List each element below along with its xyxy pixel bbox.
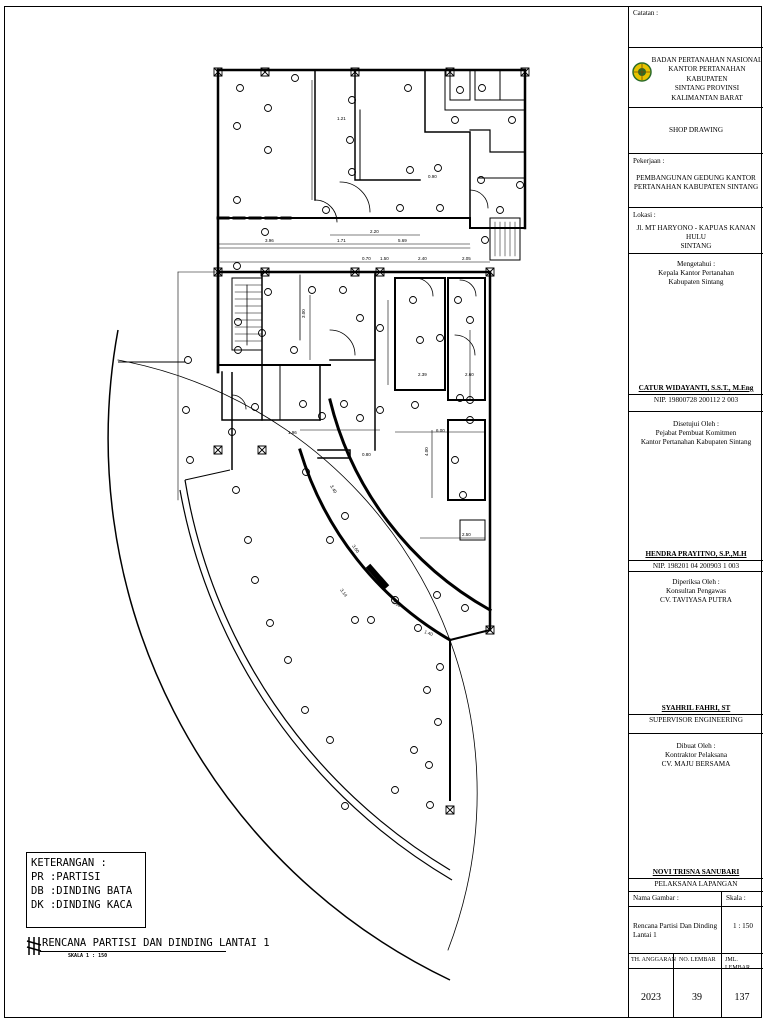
light-fixture-icon (467, 317, 474, 324)
mengetahui-line-1: Kepala Kantor Pertanahan (658, 269, 734, 277)
light-fixture-icon (302, 707, 309, 714)
dim-4.00: 4.00 (424, 447, 429, 456)
light-fixture-icon (437, 205, 444, 212)
light-fixture-icon (427, 802, 434, 809)
light-fixture-icon (185, 357, 192, 364)
dim-3.40: 3.40 (329, 484, 338, 495)
section-marker-icon (26, 935, 42, 957)
signatory-4-role: PELAKSANA LAPANGAN (654, 880, 738, 888)
dibuat-label: Dibuat Oleh : (676, 742, 716, 750)
dibuat-line-1: Kontraktor Pelaksana (664, 751, 728, 759)
light-fixture-icon (462, 605, 469, 612)
light-fixture-icon (455, 297, 462, 304)
light-fixture-icon (452, 117, 459, 124)
nama-gambar-line-2: Lantai 1 (633, 931, 657, 939)
light-fixture-icon (412, 402, 419, 409)
light-fixture-icon (341, 401, 348, 408)
disetujui-line-1: Pejabat Pembuat Komitmen (655, 429, 737, 437)
column-marker-icon (446, 806, 454, 814)
light-fixture-icon (300, 401, 307, 408)
light-fixture-icon (352, 617, 359, 624)
dim-2.40: 2.40 (418, 256, 427, 261)
skala-label: Skala : (726, 894, 746, 902)
light-fixture-icon (235, 319, 242, 326)
catatan-label: Catatan : (633, 9, 659, 17)
disetujui-label: Disetujui Oleh : (673, 420, 719, 428)
light-fixture-icon (410, 297, 417, 304)
pekerjaan-cell (629, 154, 763, 208)
lokasi-label: Lokasi : (633, 211, 656, 219)
agency-line-3: SINTANG PROVINSI KALIMANTAN BARAT (671, 84, 743, 102)
dibuat-line-2: CV. MAJU BERSAMA (661, 760, 731, 768)
dim-1.90: 1.90 (391, 599, 402, 609)
dim-1.60: 1.50 (380, 256, 389, 261)
title-block (628, 6, 762, 1018)
light-fixture-icon (327, 737, 334, 744)
dim-2.60: 2.60 (465, 372, 474, 377)
light-fixture-icon (435, 719, 442, 726)
dim-0.70: 0.70 (362, 256, 371, 261)
light-fixture-icon (497, 207, 504, 214)
light-fixture-icon (368, 617, 375, 624)
light-fixture-icon (291, 347, 298, 354)
dim-0.80: 0.80 (362, 452, 371, 457)
pekerjaan-line-1: PEMBANGUNAN GEDUNG KANTOR (636, 174, 756, 182)
signatory-2-name: HENDRA PRAYITNO, S.P.,M.H (645, 550, 747, 558)
signatory-3-name: SYAHRIL FAHRI, ST (661, 704, 731, 712)
mengetahui-cell (629, 254, 763, 412)
light-fixture-icon (392, 787, 399, 794)
disetujui-line-2: Kantor Pertanahan Kabupaten Sintang (640, 438, 752, 446)
light-fixture-icon (265, 105, 272, 112)
light-fixture-icon (437, 664, 444, 671)
dim-1.21: 1.21 (337, 116, 346, 121)
light-fixture-icon (323, 207, 330, 214)
legend-item-dinding-kaca: DK :DINDING KACA (31, 899, 133, 911)
light-fixture-icon (397, 205, 404, 212)
nama-gambar-line-1: Rencana Partisi Dan Dinding (633, 922, 718, 930)
light-fixture-icon (245, 537, 252, 544)
light-fixture-icon (183, 407, 190, 414)
light-fixture-icon (452, 457, 459, 464)
light-fixture-icon (234, 197, 241, 204)
light-fixture-icon (327, 537, 334, 544)
lokasi-line-1: Jl. MT HARYONO - KAPUAS KANAN HULU (636, 224, 756, 241)
jml-lembar-value: 137 (734, 992, 750, 1003)
light-fixture-icon (309, 287, 316, 294)
light-fixture-icon (437, 335, 444, 342)
no-lembar-value: 39 (692, 992, 702, 1003)
signatory-1-nip: NIP. 19800728 200112 2 003 (653, 396, 739, 404)
light-fixture-icon (265, 147, 272, 154)
legend-title: KETERANGAN : (31, 857, 107, 869)
column-marker-icon (214, 446, 222, 454)
light-fixture-icon (262, 229, 269, 236)
light-fixture-icon (377, 325, 384, 332)
signatory-1-name: CATUR WIDAYANTI, S.S.T., M.Eng (638, 384, 754, 392)
light-fixture-icon (187, 457, 194, 464)
diperiksa-line-2: CV. TAVIYASA PUTRA (660, 596, 732, 604)
light-fixture-icon (347, 137, 354, 144)
dim-1.40: 1.40 (423, 629, 434, 637)
sheet-info-cell (629, 954, 763, 1018)
light-fixture-icon (267, 620, 274, 627)
light-fixture-icon (357, 315, 364, 322)
nama-gambar-cell (629, 892, 763, 954)
light-fixture-icon (407, 167, 414, 174)
dim-2.20: 2.20 (370, 229, 379, 234)
plan-scale: SKALA 1 : 150 (68, 953, 108, 959)
disetujui-cell (629, 412, 763, 572)
dim-3.00: 3.00 (301, 309, 306, 318)
agency-cell (629, 48, 763, 108)
light-fixture-icon (265, 289, 272, 296)
light-fixture-icon (479, 85, 486, 92)
light-fixture-icon (234, 263, 241, 270)
dim-2.05: 2.05 (462, 256, 471, 261)
light-fixture-icon (411, 747, 418, 754)
legend-item-dinding-bata: DB :DINDING BATA (31, 885, 133, 897)
light-fixture-icon (357, 415, 364, 422)
legend-box (26, 852, 146, 928)
light-fixture-icon (415, 625, 422, 632)
drawing-type: SHOP DRAWING (668, 126, 724, 134)
plan-title: RENCANA PARTISI DAN DINDING LANTAI 1 (42, 937, 270, 949)
no-lembar-label: NO. LEMBAR (679, 957, 716, 963)
dim-5.69: 5.69 (398, 238, 407, 243)
light-fixture-icon (517, 182, 524, 189)
light-fixture-icon (342, 513, 349, 520)
dim-3.60: 3.60 (351, 543, 361, 554)
signatory-3-role: SUPERVISOR ENGINEERING (649, 716, 743, 724)
light-fixture-icon (417, 337, 424, 344)
mengetahui-label: Mengetahui : (676, 260, 716, 268)
dim-1.96: 1.96 (288, 430, 297, 435)
light-fixture-icon (434, 592, 441, 599)
lokasi-cell (629, 208, 763, 254)
light-fixture-icon (252, 577, 259, 584)
light-fixture-icon (509, 117, 516, 124)
legend-item-partisi: PR :PARTISI (31, 871, 101, 883)
th-anggaran-value: 2023 (641, 992, 661, 1003)
th-anggaran-label: TH. ANGGARAN (631, 957, 676, 963)
agency-line-1: BADAN PERTANAHAN NASIONAL (651, 56, 763, 64)
plan-title-underline (40, 951, 226, 952)
catatan-cell (629, 6, 763, 48)
light-fixture-icon (405, 85, 412, 92)
light-fixture-icon (237, 85, 244, 92)
light-fixture-icon (377, 407, 384, 414)
light-fixture-icon (233, 487, 240, 494)
dibuat-cell (629, 734, 763, 892)
light-fixture-icon (426, 762, 433, 769)
jml-lembar-label: JML. LEMBAR (725, 957, 751, 971)
dim-2.50: 2.50 (462, 532, 471, 537)
light-fixture-icon (340, 287, 347, 294)
light-fixture-icon (435, 165, 442, 172)
diperiksa-cell (629, 572, 763, 734)
light-fixture-icon (424, 687, 431, 694)
light-fixture-icon (292, 75, 299, 82)
nama-gambar-label: Nama Gambar : (633, 894, 679, 902)
column-marker-icon (258, 446, 266, 454)
light-fixture-icon (252, 404, 259, 411)
signatory-4-name: NOVI TRISNA SANUBARI (652, 868, 740, 876)
light-fixture-icon (285, 657, 292, 664)
mengetahui-line-2: Kabupaten Sintang (668, 278, 724, 286)
dim-0.90: 0.90 (428, 174, 437, 179)
pekerjaan-line-2: PERTANAHAN KABUPATEN SINTANG (633, 183, 759, 191)
lokasi-line-2: SINTANG (680, 242, 712, 250)
dim-2.39: 2.39 (418, 372, 427, 377)
skala-value: 1 : 150 (733, 922, 753, 930)
dim-1.71: 1.71 (337, 238, 346, 243)
pekerjaan-label: Pekerjaan : (633, 157, 665, 165)
light-fixture-icon (457, 87, 464, 94)
light-fixture-icon (234, 123, 241, 130)
bpn-logo-icon (632, 62, 652, 82)
light-fixture-icon (482, 237, 489, 244)
agency-line-2: KANTOR PERTANAHAN KABUPATEN (668, 65, 746, 83)
drawing-type-cell (629, 108, 763, 154)
diperiksa-label: Diperiksa Oleh : (672, 578, 720, 586)
light-fixture-icon (342, 803, 349, 810)
light-fixture-icon (460, 492, 467, 499)
signatory-2-nip: NIP. 198201 04 200903 1 003 (652, 562, 740, 570)
diperiksa-line-1: Konsultan Pengawas (665, 587, 727, 595)
dim-6.00: 6.00 (436, 428, 445, 433)
dim-3.96: 3.96 (265, 238, 274, 243)
dim-3.14: 3.14 (339, 587, 349, 598)
